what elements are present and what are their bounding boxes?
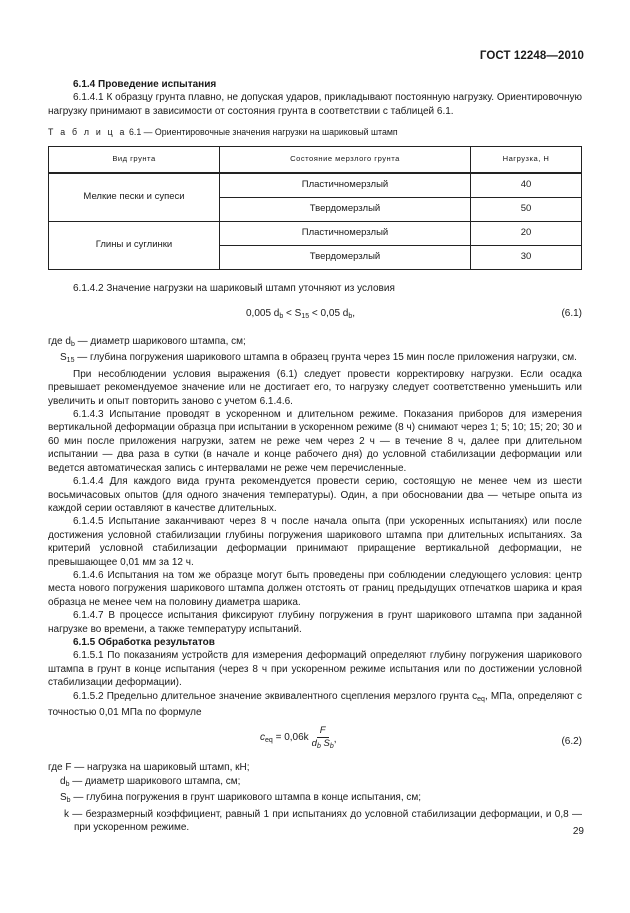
symbol: где F xyxy=(48,762,72,774)
table-cell-soil-type: Мелкие пески и супеси xyxy=(49,173,220,222)
where-db xyxy=(48,335,582,351)
symbol: S xyxy=(60,352,67,364)
formula-subscript: b xyxy=(279,313,284,321)
paragraph-6-1-4-4: 6.1.4.4 Для каждого вида грунта рекомендуется провести серию, состоящую не менее чем из шести восьмичасовых опытов (для одного значения температуры). Один, а при обосновании два — четыре опыта из каждой серии оставляют в качестве длительных. xyxy=(48,476,582,514)
formula-6-2-expression xyxy=(260,725,337,753)
formula-subscript: eq xyxy=(265,737,273,745)
symbol-definition: — диаметр шарикового штампа, см; xyxy=(74,336,246,348)
paragraph-6-1-4-3: 6.1.4.3 Испытание проводят в ускоренном и длительном режиме. Показания приборов для измерения вертикальной деформации образца при испытании в ускоренном режиме (8 ч) снимают через 1; 5; 10; 15; 20; 30 и 60 мин после приложения нагрузки, затем не реже чем через 2 ч — в течение 8 ч, далее при длительном испытании — два раза в сутки (в начале и конце рабочего дня) до условной стабилизации деформации или ведется автоматическая запись с интервалами не реже чем перечисленные. xyxy=(48,409,582,474)
symbol-definition: — глубина погружения в грунт шарикового штампа в конце испытания, см; xyxy=(70,792,422,804)
formula-6-1-number: (6.1) xyxy=(561,308,582,320)
symbol-definition: — безразмерный коэффициент, равный 1 при испытаниях до условной стабилизации деформации, и 0,8 — при ускоренном режиме. xyxy=(69,808,582,834)
formula-6-2 xyxy=(48,719,582,761)
symbol-subscript: eq xyxy=(477,695,485,703)
section-6-1-4-title: 6.1.4 Проведение испытания xyxy=(73,79,217,90)
paragraph-6-1-4-6: 6.1.4.6 Испытания на том же образце могут быть проведены при соблюдении следующего условия: центр места нового погружения шарикового штампа должен отстоять от границ предыдущих отпечатков шарика и края образца не менее чем на половину диаметра шарика. xyxy=(48,569,582,608)
paragraph-6-1-4-7: 6.1.4.7 В процессе испытания фиксируют глубину погружения в грунт шарикового штампа при заданной нагрузке во времени, а также температуру испытаний. xyxy=(48,610,582,635)
table-caption xyxy=(48,126,582,139)
page-number: 29 xyxy=(572,826,584,837)
where-sb xyxy=(48,791,582,807)
paragraph-6-1-5-2 xyxy=(48,690,582,720)
section-6-1-5-title: 6.1.5 Обработка результатов xyxy=(73,636,215,648)
table-cell-state: Пластичномерзлый xyxy=(220,173,471,198)
table-row xyxy=(49,221,582,245)
formula-6-1 xyxy=(48,295,582,335)
table-cell-state: Пластичномерзлый xyxy=(220,221,471,245)
symbol-subscript: b xyxy=(70,341,75,349)
table-header-cell: Состояние мерзлого грунта xyxy=(220,146,471,173)
paragraph-6-1-4-5: 6.1.4.5 Испытание заканчивают через 8 ч после начала опыта (при ускоренных испытаниях) или после достижения условной стабилизации глубины погружения шарикового штампа при длительных испытаниях. За критерий условной стабилизации деформации принимают приращение вертикальной деформации, не превышающее 0,01 мм за 12 ч. xyxy=(48,516,582,568)
formula-subscript: b xyxy=(316,743,321,751)
paragraph-6-1-4-1: 6.1.4.1 К образцу грунта плавно, не допуская ударов, прикладывают постоянную нагрузку. Ориентировочную нагрузку принимают в зависимости от состояния грунта в соответствии с таблицей 6.1. xyxy=(48,92,582,117)
formula-6-1-expression xyxy=(246,307,355,323)
formula-part: < S xyxy=(283,308,302,320)
symbol-subscript: b xyxy=(66,797,71,805)
formula-part: 0,005 d xyxy=(246,308,280,320)
symbol-definition: — глубина погружения шарикового штампа в образец грунта через 15 мин после приложения нагрузки, см. xyxy=(74,352,577,364)
where-db2 xyxy=(48,775,582,791)
formula-fraction xyxy=(312,725,334,753)
text-part: 6.1.5.2 Предельно длительное значение эквивалентного сцепления мерзлого грунта c xyxy=(73,690,478,702)
table-header-cell: Нагрузка, Н xyxy=(471,146,582,173)
fraction-numerator: F xyxy=(317,725,329,738)
symbol: где d xyxy=(48,336,71,348)
where-s15 xyxy=(48,351,582,367)
table-cell-state: Твердомерзлый xyxy=(220,245,471,269)
table-caption-text: 6.1 — Ориентировочные значения нагрузки на шариковый штамп xyxy=(129,127,398,138)
table-header-cell: Вид грунта xyxy=(49,146,220,173)
formula-part: S xyxy=(320,738,330,750)
formula-part: d xyxy=(311,738,317,750)
symbol-subscript: 15 xyxy=(66,357,75,365)
table-cell-soil-type: Глины и суглинки xyxy=(49,221,220,269)
formula-part: , xyxy=(352,308,356,320)
table-cell-load: 20 xyxy=(471,221,582,245)
table-cell-load: 40 xyxy=(471,173,582,198)
paragraph-6-1-4-2: 6.1.4.2 Значение нагрузки на шариковый штамп уточняют из условия xyxy=(73,282,395,294)
where-f xyxy=(48,761,582,774)
table-header-row xyxy=(49,146,582,173)
symbol-definition: — нагрузка на шариковый штамп, кН; xyxy=(71,762,250,774)
formula-part: , xyxy=(333,733,337,745)
table-caption-prefix: Т а б л и ц а xyxy=(48,127,127,138)
standard-header: ГОСТ 12248—2010 xyxy=(479,50,584,62)
formula-part: < 0,05 d xyxy=(309,308,349,320)
symbol-definition: — диаметр шарикового штампа, см; xyxy=(69,775,241,787)
table-cell-state: Твердомерзлый xyxy=(220,197,471,221)
symbol: k xyxy=(64,808,69,820)
symbol-subscript: b xyxy=(65,780,70,788)
paragraph-6-1-5-1: 6.1.5.1 По показаниям устройств для измерения деформаций определяют глубину погружения шарикового штампа в грунт в конце испытания (через 8 ч при ускоренном режиме испытания или по достижении условной стабилизации деформации). xyxy=(48,650,582,689)
page-content xyxy=(48,78,582,834)
fraction-denominator xyxy=(312,738,334,753)
paragraph-correction: При несоблюдении условия выражения (6.1) следует провести корректировку нагрузки. Если осадка превышает рекомендуемое значение или не достигает его, то нагрузку следует соответственно уменьшить или увеличить и опыт повторить заново с учетом 6.1.4.6. xyxy=(48,368,582,407)
symbol: S xyxy=(60,792,67,804)
formula-part: c xyxy=(260,732,265,744)
formula-subscript: b xyxy=(329,743,334,751)
symbol: d xyxy=(60,775,66,787)
where-k xyxy=(48,808,582,835)
table-cell-load: 30 xyxy=(471,245,582,269)
load-table xyxy=(48,146,582,270)
formula-subscript: b xyxy=(348,313,353,321)
formula-subscript: 15 xyxy=(301,313,310,321)
table-cell-load: 50 xyxy=(471,197,582,221)
formula-6-2-number: (6.2) xyxy=(561,736,582,748)
formula-part: = 0,06k xyxy=(272,732,309,744)
text-part: , МПа, определяют с точностью 0,01 МПа по формуле xyxy=(48,690,583,718)
table-row xyxy=(49,173,582,198)
